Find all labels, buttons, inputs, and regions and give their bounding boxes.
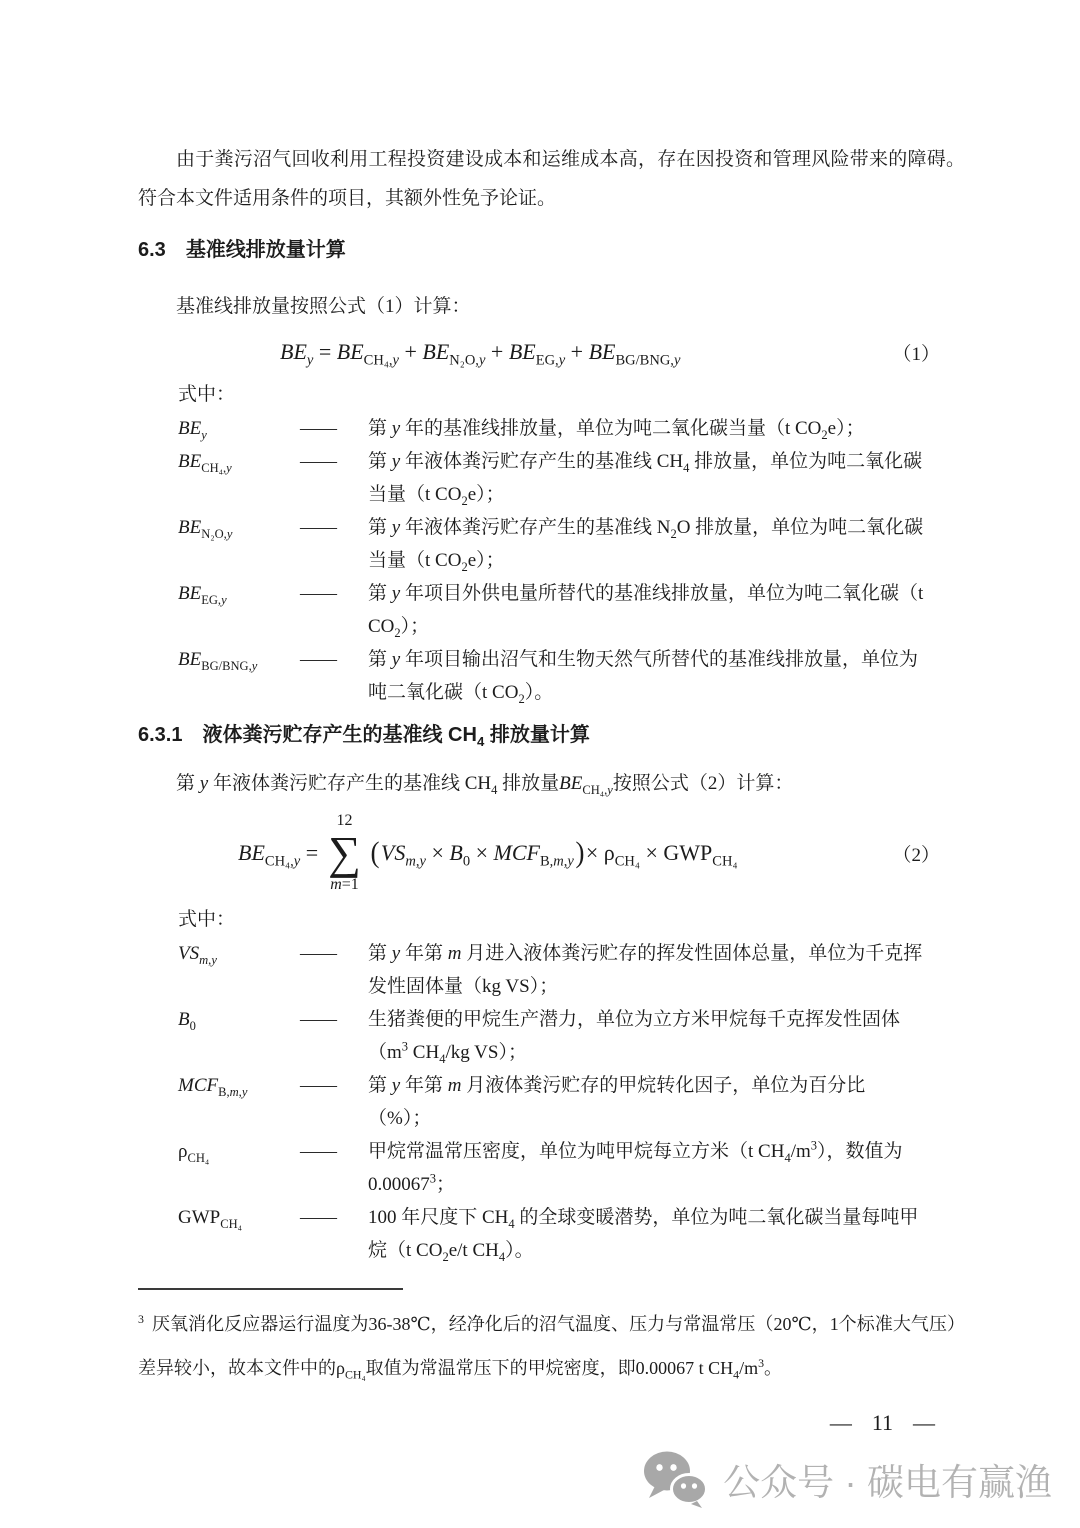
definition-term: $GWP_{CH_4}$: [178, 1207, 243, 1231]
formula-2: [138, 807, 965, 899]
formula-2-tail: × $\rho_{CH_4} \times GWP_{CH_4}$: [585, 840, 738, 870]
footnote-marker: 3: [138, 1312, 144, 1326]
definition-row: [178, 412, 965, 445]
page-number-dash-right: —: [913, 1410, 935, 1435]
definition-term: $BE_y$: [178, 418, 207, 442]
definition-dash: ——: [300, 517, 336, 538]
page-number: [830, 1410, 935, 1436]
definition-term: $BE_{EG,y}$: [178, 583, 227, 607]
footnote-body: 厌氧消化反应器运行温度为36-38℃，经净化后的沼气温度、压力与常温常压（20℃，1个标准大气压）差异较小，故本文件中的$\rho_{CH_4}$取值为常温常压下的甲烷密度，即0.00067 t $CH_4/m^3$。: [138, 1314, 965, 1382]
definition-description: 第 y 年液体粪污贮存产生的基准线 $N_2O$ 排放量，单位为吨二氧化碳 当量（t $CO_2e$）；: [368, 517, 924, 574]
formula-2-lead: 第 y 年液体粪污贮存产生的基准线 $CH_4$ 排放量$BE_{CH_4,y}$按照公式（2）计算：: [176, 773, 794, 797]
definition-description: 甲烷常温常压密度，单位为吨甲烷每立方米（t $CH_4/m^3$），数值为 0.00067$^3$；: [368, 1138, 903, 1195]
wechat-icon: [643, 1450, 709, 1508]
section-6-3-heading: [138, 236, 965, 264]
definition-description: 第 y 年液体粪污贮存产生的基准线 $CH_4$ 排放量，单位为吨二氧化碳 当量（t $CO_2e$）；: [368, 451, 923, 508]
definition-dash: ——: [300, 649, 336, 670]
definition-dash: ——: [300, 451, 336, 472]
section-6-3-1-number: 6.3.1: [138, 724, 183, 746]
definition-term: $B_0$: [178, 1009, 196, 1033]
definition-dash: ——: [300, 1207, 336, 1228]
summation-lower-limit: m=1: [330, 876, 359, 893]
formula-1-expression: $BE_y = BE_{CH_4,y} + BE_{N_2O,y} + BE_{EG,y} + BE_{BG/BNG,y}$: [280, 339, 681, 369]
footnote-area: [138, 1288, 965, 1390]
definition-row: [178, 1201, 965, 1267]
section-6-3-number: 6.3: [138, 239, 166, 261]
definition-description: 第 y 年第 m 月液体粪污贮存的甲烷转化因子，单位为百分比 （%）；: [368, 1075, 866, 1129]
footnote-separator: [138, 1288, 403, 1290]
section-6-3-1-title: 液体粪污贮存产生的基准线 $CH_4$ 排放量计算: [202, 724, 590, 749]
formula-2-number: （2）: [892, 844, 940, 866]
watermark-text: 公众号 · 碳电有赢渔: [723, 1462, 1052, 1503]
definition-dash: ——: [300, 418, 336, 439]
definition-dash: ——: [300, 1141, 336, 1162]
formula-2-where-label: 式中：: [178, 909, 236, 930]
definition-term: $BE_{CH_4,y}$: [178, 451, 232, 475]
section-6-3-1-heading: [138, 721, 965, 749]
definition-term: $VS_{m,y}$: [178, 943, 217, 967]
definition-term: $MCF_{B,m,y}$: [178, 1075, 248, 1099]
left-paren: (: [370, 836, 380, 869]
definition-dash: ——: [300, 1009, 336, 1030]
definition-row: [178, 511, 965, 577]
definition-description: 第 y 年的基准线排放量，单位为吨二氧化碳当量（t $CO_2e$）；: [368, 418, 865, 442]
definition-row: [178, 643, 965, 709]
definition-description: 100 年尺度下 $CH_4$ 的全球变暖潜势，单位为吨二氧化碳当量每吨甲 烷（t $CO_2e/t$ $CH_4$）。: [368, 1207, 919, 1264]
formula-2-definitions: [178, 937, 965, 1267]
document-page-content: [138, 140, 965, 1267]
definition-term: $BE_{BG/BNG,y}$: [178, 649, 258, 673]
formula-2-lhs: $BE_{CH_4,y}$ =: [238, 840, 319, 870]
formula-1-lead: 基准线排放量按照公式（1）计算：: [176, 296, 471, 317]
watermark: [643, 1450, 1052, 1508]
formula-1-definitions: [178, 412, 965, 709]
definition-description: 第 y 年项目外供电量所替代的基准线排放量，单位为吨二氧化碳（t $CO_2$）；: [368, 583, 924, 640]
definition-term: $BE_{N_2O,y}$: [178, 517, 233, 541]
formula-1: [138, 328, 965, 376]
definition-description: 第 y 年项目输出沼气和生物天然气所替代的基准线排放量，单位为 吨二氧化碳（t $CO_2$）。: [368, 649, 918, 706]
definition-row: [178, 577, 965, 643]
definition-dash: ——: [300, 1075, 336, 1096]
summation-symbol: [328, 813, 361, 893]
definition-row: [178, 937, 965, 1003]
formula-1-number: （1）: [892, 343, 940, 365]
definition-description: 第 y 年第 m 月进入液体粪污贮存的挥发性固体总量，单位为千克挥 发性固体量（kg VS）；: [368, 943, 923, 997]
summation-upper-limit: 12: [336, 812, 353, 829]
definition-dash: ——: [300, 943, 336, 964]
section-6-3-title: 基准线排放量计算: [185, 239, 346, 261]
definition-row: [178, 1135, 965, 1201]
footnote-text: [138, 1302, 965, 1390]
definition-dash: ——: [300, 583, 336, 604]
right-paren: ): [575, 836, 585, 869]
sigma-glyph: ∑: [328, 827, 361, 878]
definition-row: [178, 445, 965, 511]
definition-row: [178, 1003, 965, 1069]
formula-1-where-label: 式中：: [178, 384, 236, 405]
definition-term: $\rho_{CH_4}$: [178, 1141, 210, 1165]
intro-paragraph: 由于粪污沼气回收利用工程投资建设成本和运维成本高，存在因投资和管理风险带来的障碍。符合本文件适用条件的项目，其额外性免予论证。: [138, 149, 965, 209]
page-number-value: 11: [871, 1410, 893, 1435]
definition-description: 生猪粪便的甲烷生产潜力，单位为立方米甲烷每千克挥发性固体 （$m^3$ $CH_4/kg$ VS）；: [368, 1009, 901, 1066]
formula-2-inner-product: $VS_{m,y} \times B_0 \times MCF_{B,m,y}$: [380, 840, 574, 870]
definition-row: [178, 1069, 965, 1135]
page-number-dash-left: —: [829, 1410, 852, 1435]
